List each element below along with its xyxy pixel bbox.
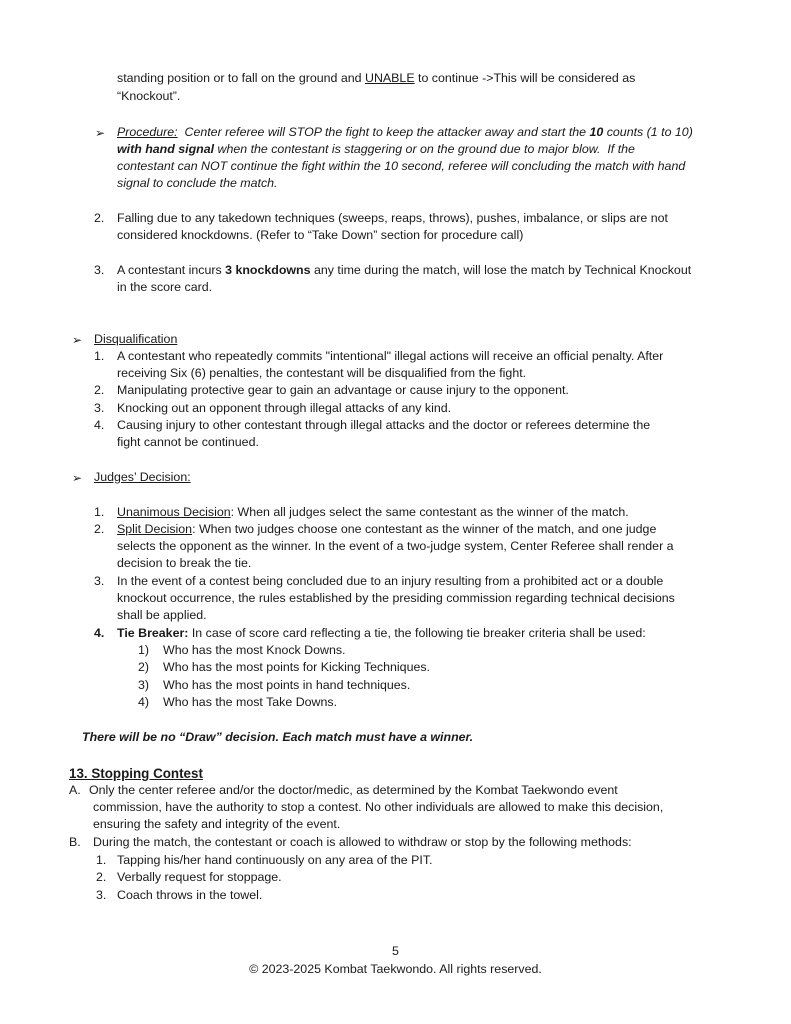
tie-breaker-3: Who has the most points in hand techniques.: [163, 678, 411, 692]
tie-breaker-4: Who has the most Take Downs.: [163, 695, 338, 709]
list-number: 1.: [94, 505, 105, 519]
list-number: 4.: [94, 626, 105, 640]
disqualification-heading: Disqualification: [94, 332, 178, 346]
intro-line-1: standing position or to fall on the ground and UNABLE to continue ->This will be considered as: [117, 71, 636, 85]
stopping-a-line-2: commission, have the authority to stop a contest. No other individuals are allowed to make this decision,: [93, 800, 664, 814]
list-number: 2.: [96, 870, 107, 884]
procedure-line-3: contestant can NOT continue the fight within the 10 second, referee will concluding the match with hand: [117, 159, 686, 173]
no-draw-note: There will be no “Draw” decision. Each match must have a winner.: [82, 730, 474, 744]
arrow-bullet-icon: ➢: [95, 126, 106, 140]
procedure-line-1: Procedure: Center referee will STOP the fight to keep the attacker away and start the 10 counts (1 to 10): [117, 125, 693, 139]
judges-item-1: Unanimous Decision: When all judges select the same contestant as the winner of the match.: [117, 505, 629, 519]
knockdown-item-2-line-2: considered knockdowns. (Refer to “Take Down” section for procedure call): [117, 228, 524, 242]
judges-item-2-line-1: Split Decision: When two judges choose one contestant as the winner of the match, and one judge: [117, 522, 657, 536]
stopping-method-2: Verbally request for stoppage.: [117, 870, 282, 884]
dq-item-4-line-2: fight cannot be continued.: [117, 435, 259, 449]
stopping-method-3: Coach throws in the towel.: [117, 888, 263, 902]
section-heading-stopping-contest: 13. Stopping Contest: [69, 766, 203, 781]
list-number: 3.: [94, 401, 105, 415]
list-number: 2): [138, 660, 150, 674]
list-number: 3.: [94, 263, 105, 277]
list-number: 3.: [94, 574, 105, 588]
judges-item-2-line-3: decision to break the tie.: [117, 556, 252, 570]
copyright-footer: © 2023-2025 Kombat Taekwondo. All rights reserved.: [249, 962, 542, 976]
judges-item-4: Tie Breaker: In case of score card reflecting a tie, the following tie breaker criteria shall be used:: [117, 626, 646, 640]
list-letter: A.: [69, 783, 81, 797]
list-number: 2.: [94, 211, 105, 225]
judges-item-3-line-2: knockout occurrence, the rules established by the presiding commission regarding technical decisions: [117, 591, 675, 605]
dq-item-2: Manipulating protective gear to gain an advantage or cause injury to the opponent.: [117, 383, 569, 397]
procedure-line-4: signal to conclude the match.: [117, 176, 278, 190]
list-number: 3.: [96, 888, 107, 902]
knockdown-item-2-line-1: Falling due to any takedown techniques (sweeps, reaps, throws), pushes, imbalance, or slips are not: [117, 211, 668, 225]
arrow-bullet-icon: ➢: [72, 333, 83, 347]
arrow-bullet-icon: ➢: [72, 471, 83, 485]
stopping-a-line-1: Only the center referee and/or the doctor/medic, as determined by the Kombat Taekwondo event: [89, 783, 618, 797]
judges-heading: Judges’ Decision:: [94, 470, 191, 484]
list-number: 1.: [96, 853, 107, 867]
list-number: 2.: [94, 383, 105, 397]
page-number: 5: [392, 944, 399, 958]
list-number: 3): [138, 678, 150, 692]
dq-item-4-line-1: Causing injury to other contestant through illegal attacks and the doctor or referees determine the: [117, 418, 651, 432]
stopping-b-line-1: During the match, the contestant or coach is allowed to withdraw or stop by the following methods:: [93, 835, 632, 849]
list-number: 1.: [94, 349, 105, 363]
judges-item-2-line-2: selects the opponent as the winner. In the event of a two-judge system, Center Referee shall render a: [117, 539, 674, 553]
list-number: 1): [138, 643, 150, 657]
stopping-a-line-3: ensuring the safety and integrity of the event.: [93, 817, 341, 831]
tie-breaker-2: Who has the most points for Kicking Techniques.: [163, 660, 430, 674]
knockdown-item-3-line-1: A contestant incurs 3 knockdowns any time during the match, will lose the match by Technical Knockout: [117, 263, 692, 277]
dq-item-3: Knocking out an opponent through illegal attacks of any kind.: [117, 401, 452, 415]
list-letter: B.: [69, 835, 81, 849]
dq-item-1-line-1: A contestant who repeatedly commits "intentional" illegal actions will receive an official penalty. After: [117, 349, 664, 363]
intro-line-2: “Knockout”.: [117, 89, 181, 103]
list-number: 4.: [94, 418, 105, 432]
dq-item-1-line-2: receiving Six (6) penalties, the contestant will be disqualified from the fight.: [117, 366, 527, 380]
list-number: 2.: [94, 522, 105, 536]
knockdown-item-3-line-2: in the score card.: [117, 280, 213, 294]
judges-item-3-line-1: In the event of a contest being concluded due to an injury resulting from a prohibited act or a double: [117, 574, 664, 588]
judges-item-3-line-3: shall be applied.: [117, 608, 207, 622]
list-number: 4): [138, 695, 150, 709]
stopping-method-1: Tapping his/her hand continuously on any area of the PIT.: [117, 853, 433, 867]
procedure-line-2: with hand signal when the contestant is staggering or on the ground due to major blow. If the: [117, 142, 635, 156]
tie-breaker-1: Who has the most Knock Downs.: [163, 643, 346, 657]
